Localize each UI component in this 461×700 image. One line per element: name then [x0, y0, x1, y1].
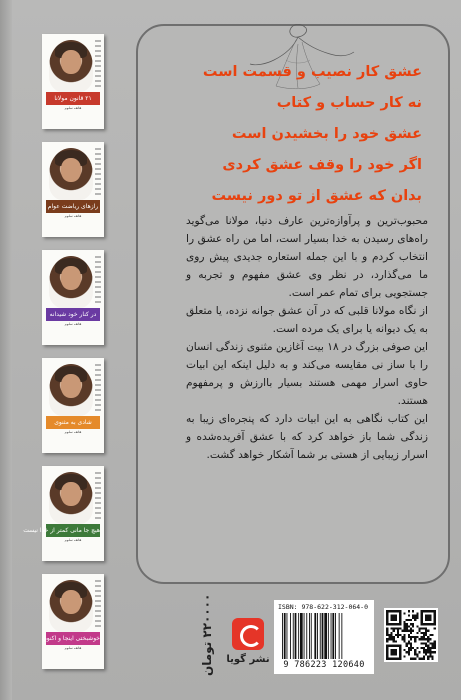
qr-module: [421, 610, 423, 625]
qr-module: [386, 634, 388, 636]
qr-module: [432, 643, 434, 645]
qr-module: [408, 636, 410, 638]
qr-module: [434, 651, 436, 653]
qr-module: [423, 649, 425, 651]
qr-module: [403, 634, 405, 636]
qr-module: [429, 634, 431, 636]
book-title: ۲۱ قانون مولانا: [46, 92, 100, 105]
qr-module: [423, 656, 425, 658]
barcode-bar: [331, 613, 332, 659]
author-photo-face: [61, 158, 81, 182]
publisher-logo: [232, 618, 264, 650]
qr-module: [429, 656, 431, 658]
description-paragraph: از نگاه مولانا قلبی که در آن عشق جوانه نزده، یا متعلق به یک دیوانه یا برای یک مرده است.: [186, 305, 428, 335]
qr-module: [390, 632, 392, 634]
qr-module: [419, 638, 421, 640]
qr-module: [403, 656, 405, 658]
spine-shadow: [0, 0, 12, 700]
publisher-name: نشر گویا: [226, 654, 270, 665]
qr-module: [403, 625, 405, 627]
qr-module: [432, 647, 434, 649]
qr-module: [388, 634, 390, 636]
barcode-bar: [341, 613, 342, 659]
qr-module: [410, 627, 412, 629]
qr-module: [386, 640, 388, 642]
qr-module: [403, 621, 405, 623]
qr-module: [427, 651, 429, 653]
qr-module: [406, 643, 408, 645]
qr-module: [406, 630, 408, 632]
qr-module: [408, 614, 410, 616]
book-cover: [42, 250, 104, 345]
cover-ornament: [95, 148, 101, 198]
author-photo-face: [61, 50, 81, 74]
barcode-bars: [282, 613, 366, 659]
qr-module: [425, 651, 427, 653]
barcode-bar: [320, 613, 321, 659]
book-title: رازهای ریاضت عوام: [46, 200, 100, 213]
barcode-bar: [298, 613, 299, 659]
qr-module: [386, 610, 388, 625]
qr-module: [395, 627, 397, 629]
qr-module: [427, 647, 429, 649]
qr-module: [414, 649, 416, 651]
qr-module: [386, 627, 388, 629]
qr-module: [416, 656, 418, 658]
book-title: شادی به مثنوی: [46, 416, 100, 429]
qr-module: [406, 625, 408, 627]
cover-ornament: [95, 580, 101, 630]
cover-ornament: [95, 364, 101, 414]
qr-module: [414, 636, 416, 638]
qr-module: [414, 619, 416, 621]
qr-module: [421, 623, 436, 625]
barcode-bar: [335, 613, 336, 659]
qr-module: [390, 636, 392, 638]
cover-ornament: [95, 472, 101, 522]
barcode-bar: [332, 613, 334, 659]
qr-module: [408, 640, 410, 642]
qr-module: [410, 643, 412, 645]
qr-module: [410, 649, 412, 651]
qr-module: [416, 632, 418, 634]
qr-module: [432, 634, 434, 636]
qr-module: [423, 634, 425, 636]
qr-module: [393, 636, 395, 638]
qr-module: [423, 638, 425, 640]
qr-module: [386, 645, 388, 660]
qr-module: [403, 630, 405, 632]
price: ۲۲۰۰۰۰ تومان: [200, 593, 214, 676]
book-author: هاتف سلوم: [64, 538, 82, 542]
qr-module: [416, 617, 418, 619]
qr-module: [386, 658, 401, 660]
qr-module: [399, 610, 401, 625]
barcode-bar: [295, 613, 297, 659]
qr-module: [429, 638, 431, 640]
qr-module: [386, 623, 401, 625]
qr-module: [434, 627, 436, 629]
qr-module: [419, 627, 421, 629]
qr-module: [423, 658, 425, 660]
qr-module: [425, 614, 431, 620]
qr-module: [416, 647, 418, 649]
qr-module: [414, 640, 416, 642]
qr-module: [412, 614, 414, 616]
qr-module: [421, 610, 436, 612]
qr-module: [388, 638, 390, 640]
qr-module: [410, 645, 412, 647]
qr-module: [403, 638, 405, 640]
qr-module: [408, 643, 410, 645]
qr-module: [410, 636, 412, 638]
barcode-bar: [311, 613, 312, 659]
qr-module: [410, 638, 412, 640]
qr-module: [434, 645, 436, 647]
qr-module: [397, 634, 399, 636]
qr-module: [408, 647, 410, 649]
qr-module: [386, 638, 388, 640]
barcode-bar: [339, 613, 340, 659]
qr-module: [403, 649, 405, 651]
qr-module: [399, 634, 401, 636]
qr-module: [386, 632, 388, 634]
qr-module: [403, 640, 405, 642]
author-photo-face: [61, 590, 81, 614]
qr-module: [425, 630, 427, 632]
book-author: هاتف سلوم: [64, 322, 82, 326]
qr-module: [408, 619, 410, 621]
qr-module: [421, 636, 423, 638]
qr-module: [408, 630, 410, 632]
book-title: خوشبختی اینجا و اکنون: [46, 632, 100, 645]
book-title: در کنار خود شیدانه: [46, 308, 100, 321]
qr-module: [414, 614, 416, 616]
qr-module: [429, 647, 431, 649]
qr-module: [412, 625, 414, 627]
qr-module: [399, 627, 401, 629]
barcode-bar: [293, 613, 294, 659]
qr-module: [408, 651, 410, 653]
qr-module: [412, 623, 414, 625]
qr-module: [425, 634, 427, 636]
qr-module: [408, 625, 410, 627]
qr-module: [386, 630, 388, 632]
qr-module: [408, 653, 410, 655]
qr-module: [397, 636, 399, 638]
qr-module: [390, 614, 396, 620]
poem-line: عشق خود را بخشیدن است: [231, 126, 422, 142]
qr-module: [395, 640, 397, 642]
qr-module: [412, 658, 414, 660]
qr-module: [432, 651, 434, 653]
qr-module: [416, 653, 418, 655]
qr-module: [427, 630, 429, 632]
qr-code: [384, 608, 438, 662]
publisher-logo-mark: [240, 625, 262, 647]
qr-module: [421, 632, 423, 634]
qr-module: [410, 632, 412, 634]
qr-module: [412, 617, 414, 619]
qr-module: [406, 651, 408, 653]
barcode: [274, 600, 374, 674]
barcode-bar: [314, 613, 316, 659]
qr-module: [416, 636, 418, 638]
qr-module: [423, 647, 425, 649]
qr-module: [393, 640, 395, 642]
qr-module: [412, 647, 414, 649]
qr-module: [399, 645, 401, 660]
qr-module: [419, 658, 421, 660]
qr-module: [429, 653, 431, 655]
book-cover: [42, 574, 104, 669]
barcode-bar: [304, 613, 305, 659]
qr-module: [429, 651, 431, 653]
qr-module: [414, 617, 416, 619]
qr-module: [403, 627, 405, 629]
qr-module: [427, 656, 429, 658]
qr-module: [408, 634, 410, 636]
author-photo-face: [61, 266, 81, 290]
qr-module: [414, 658, 416, 660]
qr-module: [403, 636, 405, 638]
book-cover: [42, 34, 104, 129]
qr-module: [406, 623, 408, 625]
qr-module: [386, 645, 401, 647]
poem-line: نه کار حساب و کتاب: [276, 95, 422, 111]
qr-module: [390, 649, 396, 655]
qr-module: [423, 651, 425, 653]
description-text: [186, 212, 428, 464]
cover-ornament: [95, 40, 101, 90]
book-author: هاتف سلوم: [64, 214, 82, 218]
qr-module: [429, 643, 431, 645]
qr-module: [393, 638, 395, 640]
qr-module: [427, 636, 429, 638]
qr-module: [412, 636, 414, 638]
qr-module: [416, 625, 418, 627]
qr-module: [401, 630, 403, 632]
qr-module: [425, 645, 427, 647]
qr-module: [434, 610, 436, 625]
author-photo-face: [61, 374, 81, 398]
qr-module: [427, 640, 429, 642]
qr-module: [432, 658, 434, 660]
poem-line: بدان که عشق از تو دور نیست: [211, 188, 422, 204]
qr-module: [425, 643, 427, 645]
qr-module: [421, 658, 423, 660]
barcode-bar: [317, 613, 318, 659]
qr-module: [425, 638, 427, 640]
qr-module: [412, 610, 414, 612]
qr-module: [410, 647, 412, 649]
qr-module: [432, 645, 434, 647]
barcode-number: 9 786223 120640: [283, 660, 365, 670]
barcode-bar: [322, 613, 324, 659]
qr-module: [419, 630, 421, 632]
qr-module: [401, 636, 403, 638]
qr-module: [393, 627, 395, 629]
qr-module: [421, 627, 423, 629]
book-author: هاتف سلوم: [64, 430, 82, 434]
qr-module: [434, 643, 436, 645]
qr-module: [427, 649, 429, 651]
qr-module: [412, 630, 414, 632]
qr-module: [410, 619, 412, 621]
qr-module: [410, 630, 412, 632]
qr-module: [401, 638, 403, 640]
qr-module: [393, 630, 395, 632]
qr-module: [390, 638, 392, 640]
qr-module: [406, 645, 408, 647]
barcode-bar: [328, 613, 329, 659]
qr-module: [423, 627, 425, 629]
qr-module: [427, 638, 429, 640]
poem-line: اگر خود را وقف عشق کردی: [222, 157, 422, 173]
qr-module: [408, 649, 410, 651]
qr-module: [421, 638, 423, 640]
qr-module: [427, 645, 429, 647]
isbn-label: ISBN: 978-622-312-064-0: [278, 603, 369, 611]
qr-module: [434, 647, 436, 649]
description-paragraph: محبوب‌ترین و پرآوازه‌ترین عارف دنیا، مولانا می‌گوید راه‌های رسیدن به خدا بسیار است، اما من راه عشق را انتخاب کردم و با این جمله استعاره جدیدی پیش روی ما می‌گذارد، در نظر وی عشق مفهوم و تجربه و جستجویی برای تمام عمر است.: [186, 215, 428, 299]
description-paragraph: این صوفی بزرگ در ۱۸ بیت آغازین مثنوی زندگی انسان را با ساز نی مقایسه می‌کند و به دلیل اینکه این ابیات حاوی اسرار مهمی هستند بسیار باارزش و پرمفهوم هستند.: [186, 341, 429, 407]
book-author: هاتف سلوم: [64, 106, 82, 110]
qr-module: [410, 658, 412, 660]
qr-module: [425, 627, 427, 629]
author-photo-face: [61, 482, 81, 506]
book-cover: [42, 142, 104, 237]
qr-module: [406, 627, 408, 629]
qr-module: [410, 623, 412, 625]
qr-module: [390, 634, 392, 636]
qr-module: [434, 640, 436, 642]
barcode-bar: [300, 613, 303, 659]
qr-module: [425, 649, 427, 651]
qr-module: [423, 643, 425, 645]
qr-module: [397, 632, 399, 634]
barcode-bar: [287, 613, 288, 659]
qr-module: [416, 612, 418, 614]
poem-line: عشق کار نصیب و قسمت است: [202, 64, 422, 80]
book-title: هیچ جا مانی کمتر از خدا نیست: [46, 524, 100, 537]
qr-module: [397, 630, 399, 632]
qr-module: [397, 627, 399, 629]
barcode-bar: [309, 613, 310, 659]
qr-module: [421, 643, 423, 645]
barcode-bar: [306, 613, 307, 659]
barcode-bar: [324, 613, 327, 659]
qr-module: [386, 610, 401, 612]
description-paragraph: این کتاب نگاهی به این ابیات دارد که پنجره‌ای زیبا به زندگی شما باز خواهد کرد که با عشق آفریده‌شده و اسرار زیبایی از هستی بر شما آشکار خواهد گشت.: [186, 413, 428, 461]
qr-module: [414, 638, 416, 640]
qr-module: [403, 612, 405, 614]
qr-module: [414, 651, 416, 653]
qr-module: [395, 634, 397, 636]
qr-module: [416, 614, 418, 616]
barcode-bar: [290, 613, 291, 659]
barcode-bar: [284, 613, 286, 659]
book-cover: [23, 466, 104, 561]
qr-module: [427, 658, 429, 660]
qr-module: [432, 656, 434, 658]
qr-module: [423, 632, 425, 634]
qr-module: [429, 649, 431, 651]
qr-module: [414, 653, 416, 655]
qr-module: [406, 619, 408, 621]
cover-ornament: [95, 256, 101, 306]
qr-module: [421, 647, 423, 649]
book-cover: [42, 358, 104, 453]
barcode-bar: [282, 613, 283, 659]
qr-module: [388, 636, 390, 638]
book-author: هاتف سلوم: [64, 646, 82, 650]
qr-module: [408, 610, 410, 612]
qr-module: [425, 653, 427, 655]
qr-module: [425, 632, 427, 634]
qr-module: [423, 636, 425, 638]
qr-module: [403, 623, 405, 625]
qr-module: [390, 627, 392, 629]
qr-module: [419, 651, 421, 653]
